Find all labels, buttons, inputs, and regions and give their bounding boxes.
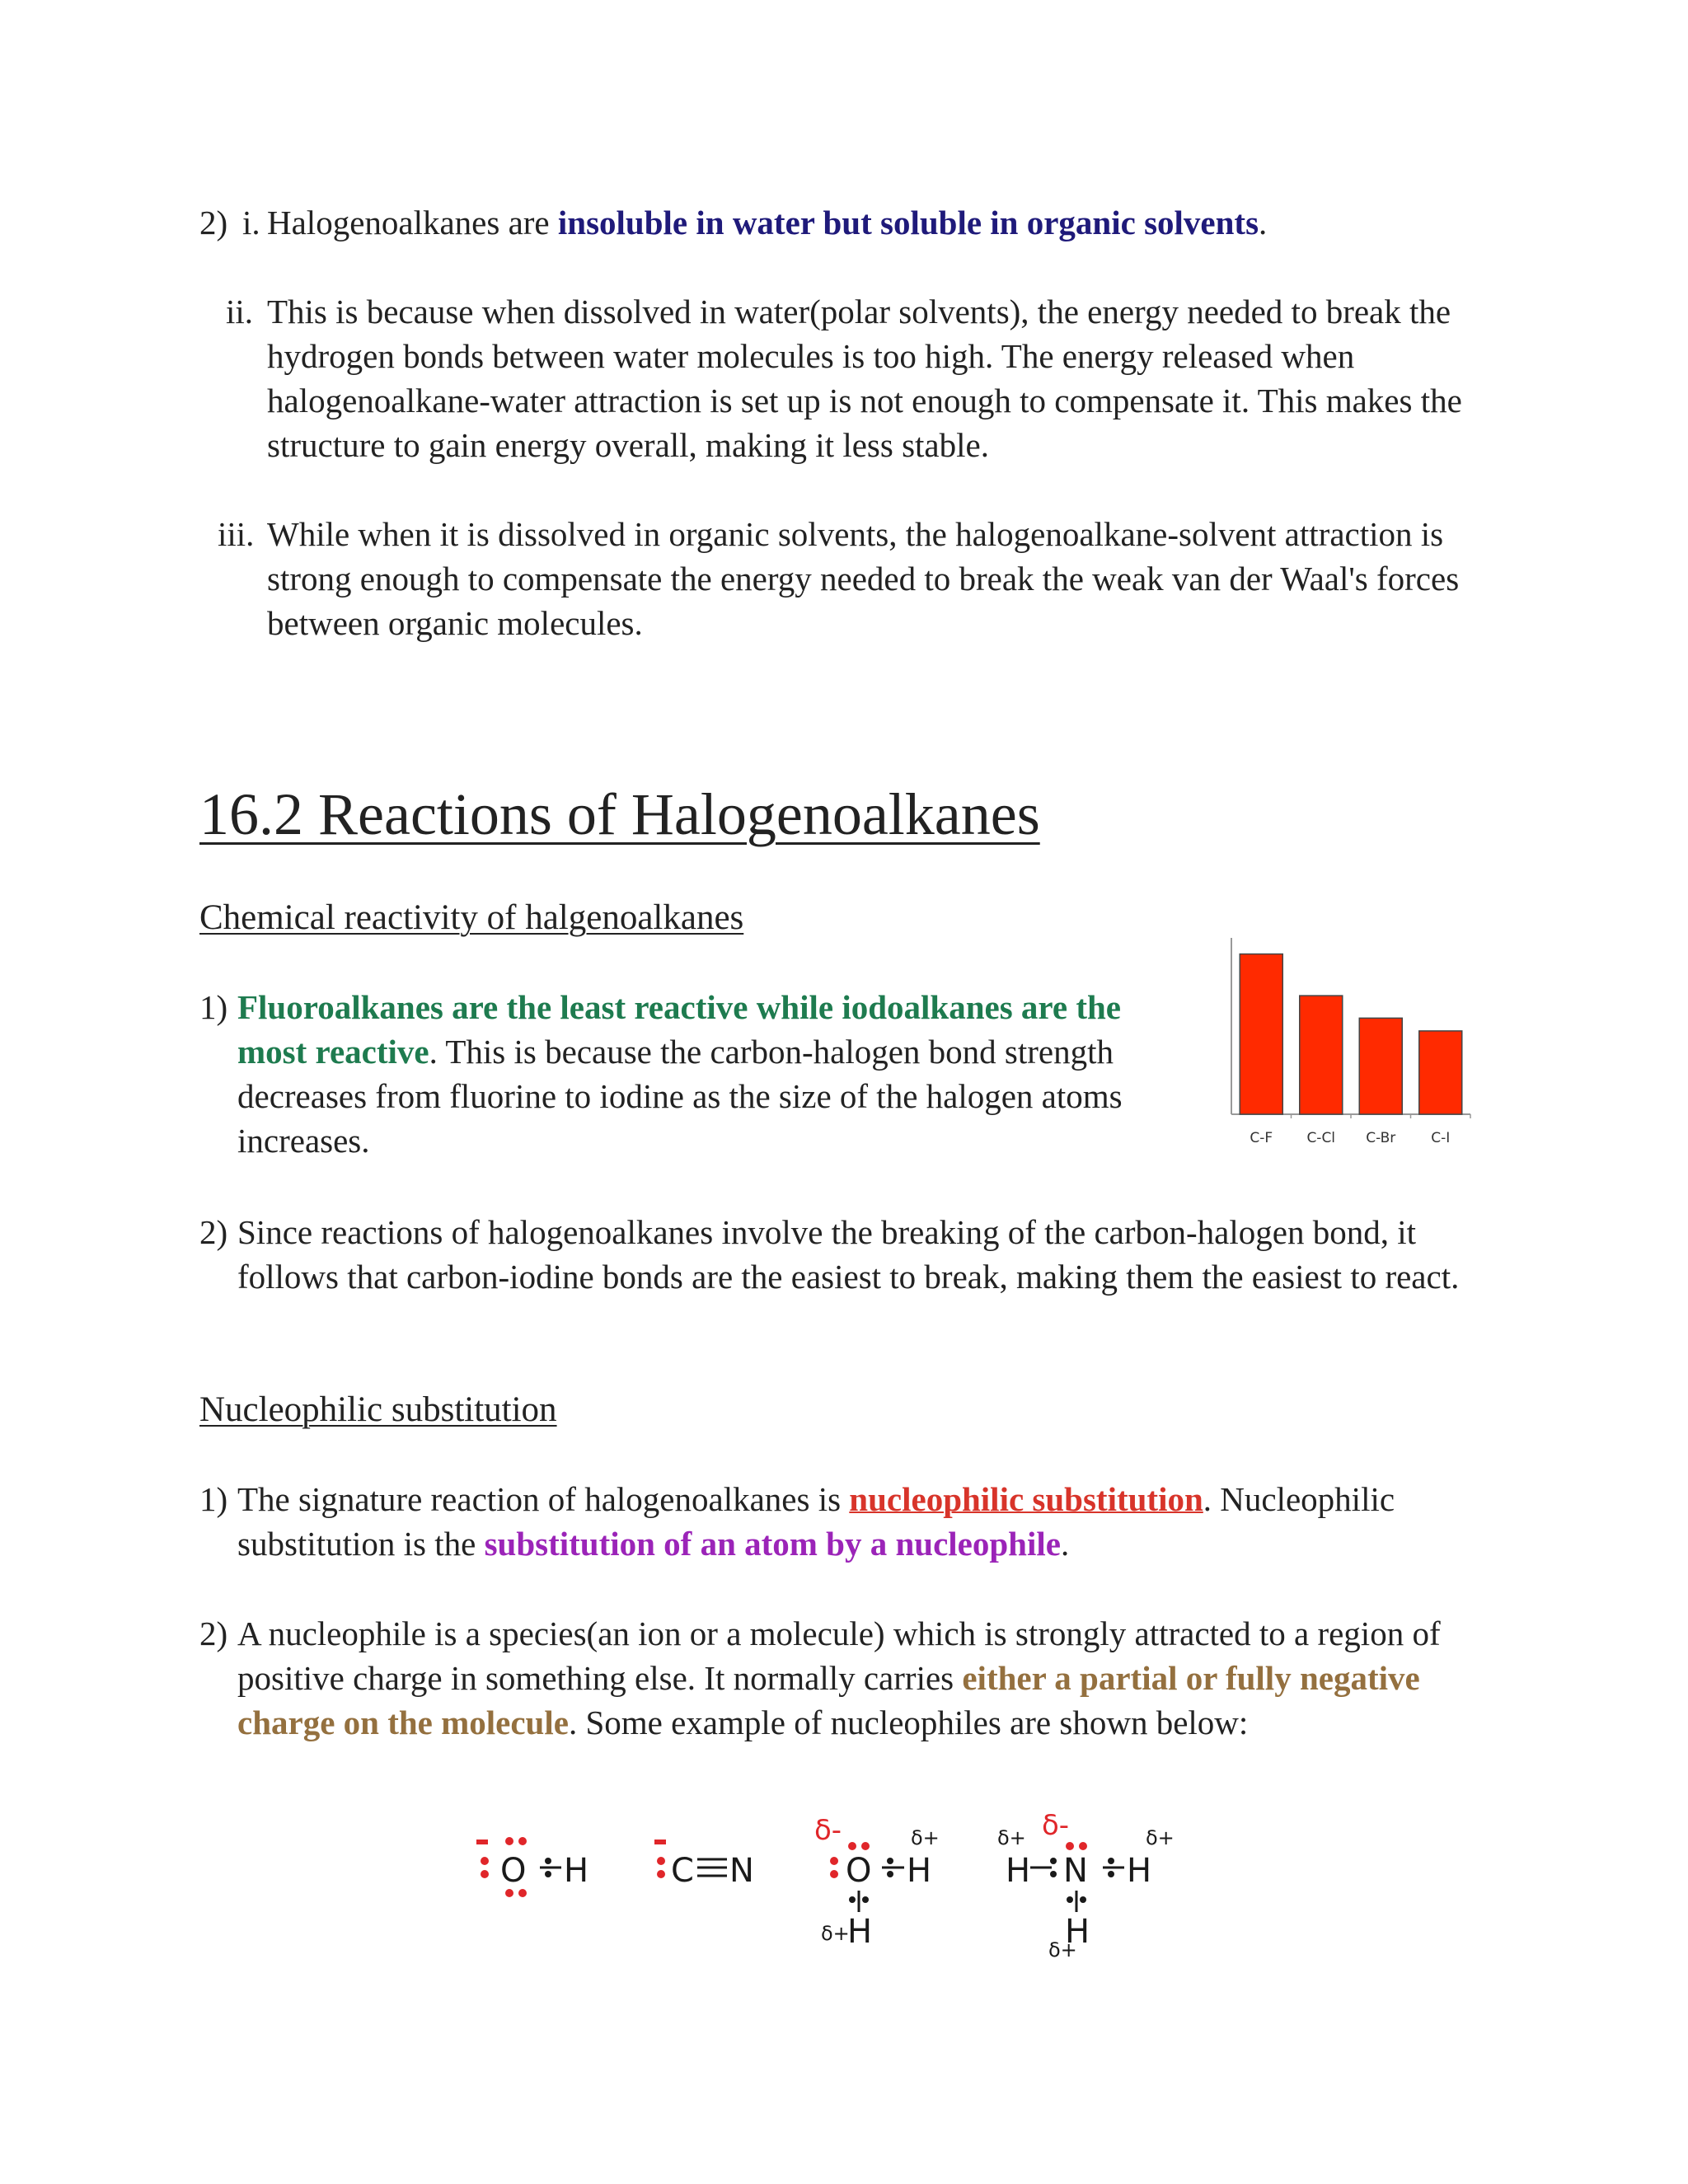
chart-bar-c-br bbox=[1359, 1018, 1402, 1114]
chart-label-c-i: C-I bbox=[1431, 1130, 1451, 1146]
chart-label-c-br: C-Br bbox=[1366, 1130, 1396, 1146]
ammonia-delta-plus-3: δ+ bbox=[1048, 1938, 1077, 1961]
point-1-text: Fluoroalkanes are the least reactive while iodoalkanes are the most reactive. This is because the carbon-halogen bond strength decreases from fluorine to iodine as the size of the halogen atoms increases. bbox=[237, 988, 1123, 1160]
chart-label-c-f: C-F bbox=[1250, 1130, 1273, 1146]
nucleophile-structures bbox=[462, 1805, 1187, 1961]
water-molecule bbox=[814, 1814, 940, 1951]
chart-bar-c-cl bbox=[1300, 996, 1343, 1114]
section-heading: 16.2 Reactions of Halogenoalkanes bbox=[199, 781, 1040, 847]
point-2-text: Since reactions of halogenoalkanes involve the breaking of the carbon-halogen bond, it follows that carbon-iodine bonds are the easiest to break, making them the easiest to react. bbox=[237, 1213, 1460, 1296]
hydroxide-ion bbox=[476, 1837, 588, 1897]
bond-strength-chart bbox=[1220, 931, 1484, 1154]
charge-highlight: either a partial or fully negative charge on the molecule bbox=[237, 1659, 1420, 1741]
cyanide-carbon: C bbox=[671, 1852, 694, 1890]
water-oxygen: O bbox=[846, 1852, 872, 1890]
water-delta-minus: δ- bbox=[814, 1814, 842, 1847]
list-marker: 2) bbox=[199, 204, 228, 241]
item-iii-num: iii. bbox=[218, 515, 255, 553]
water-hydrogen-1: H bbox=[907, 1852, 932, 1890]
ammonia-delta-plus-1: δ+ bbox=[997, 1826, 1026, 1849]
hydroxide-hydrogen: H bbox=[564, 1852, 589, 1890]
reactivity-title: Chemical reactivity of halgenoalkanes bbox=[199, 898, 744, 937]
hydroxide-oxygen: O bbox=[500, 1852, 527, 1890]
cyanide-ion bbox=[654, 1840, 754, 1890]
chart-bar-c-f bbox=[1240, 954, 1282, 1114]
water-delta-plus-2: δ+ bbox=[821, 1922, 850, 1945]
item-ii-num: ii. bbox=[226, 293, 254, 330]
nucleophilic-substitution-term: nucleophilic substitution bbox=[849, 1480, 1203, 1518]
nuc-point-1-text: The signature reaction of halogenoalkanes is nucleophilic substitution. Nucleophilic substitution is the substitution of an atom by a nucleophile. bbox=[237, 1480, 1395, 1563]
point-2-num: 2) bbox=[199, 1213, 228, 1251]
nuc-point-2-text: A nucleophile is a species(an ion or a molecule) which is strongly attracted to a region of positive charge in something else. It normally carries either a partial or fully negative charge on the molecule. Some example of nucleophiles are shown below: bbox=[237, 1615, 1441, 1741]
ammonia-hydrogen-1: H bbox=[1006, 1852, 1031, 1890]
ammonia-nitrogen: N bbox=[1063, 1852, 1088, 1890]
negative-charge-icon bbox=[476, 1840, 488, 1844]
insoluble-highlight: insoluble in water but soluble in organic solvents bbox=[557, 204, 1259, 241]
nuc-point-1-num: 1) bbox=[199, 1480, 228, 1518]
chart-label-c-cl: C-Cl bbox=[1306, 1130, 1336, 1146]
nucleophilic-title: Nucleophilic substitution bbox=[199, 1390, 557, 1429]
ammonia-hydrogen-2: H bbox=[1127, 1852, 1152, 1890]
definition-highlight: substitution of an atom by a nucleophile bbox=[484, 1525, 1061, 1563]
chart-bar-c-i bbox=[1419, 1031, 1462, 1114]
point-1-num: 1) bbox=[199, 988, 228, 1026]
ammonia-hydrogen-3: H bbox=[1065, 1913, 1090, 1951]
reactivity-highlight: Fluoroalkanes are the least reactive while iodoalkanes are the most reactive bbox=[237, 988, 1121, 1071]
cyanide-nitrogen: N bbox=[729, 1852, 754, 1890]
item-i-num: i. bbox=[242, 204, 260, 241]
ammonia-delta-minus: δ- bbox=[1042, 1809, 1070, 1842]
nuc-point-2-num: 2) bbox=[199, 1615, 228, 1652]
negative-charge-icon bbox=[654, 1840, 666, 1844]
item-ii-text: This is because when dissolved in water(polar solvents), the energy needed to break the hydrogen bonds between water molecules is too high. The energy released when halogenoalkane-water attraction is set up is not enough to compensate it. This makes the structure to gain energy overall, making it less stable. bbox=[267, 293, 1462, 464]
item-i-text: Halogenoalkanes are insoluble in water but soluble in organic solvents. bbox=[267, 204, 1268, 241]
ammonia-molecule bbox=[997, 1809, 1175, 1961]
water-delta-plus-1: δ+ bbox=[911, 1826, 940, 1849]
water-hydrogen-2: H bbox=[847, 1913, 873, 1951]
ammonia-delta-plus-2: δ+ bbox=[1146, 1826, 1175, 1849]
item-iii-text: While when it is dissolved in organic solvents, the halogenoalkane-solvent attraction is strong enough to compensate the energy needed to break the weak van der Waal's forces between organic molecules. bbox=[267, 515, 1460, 642]
